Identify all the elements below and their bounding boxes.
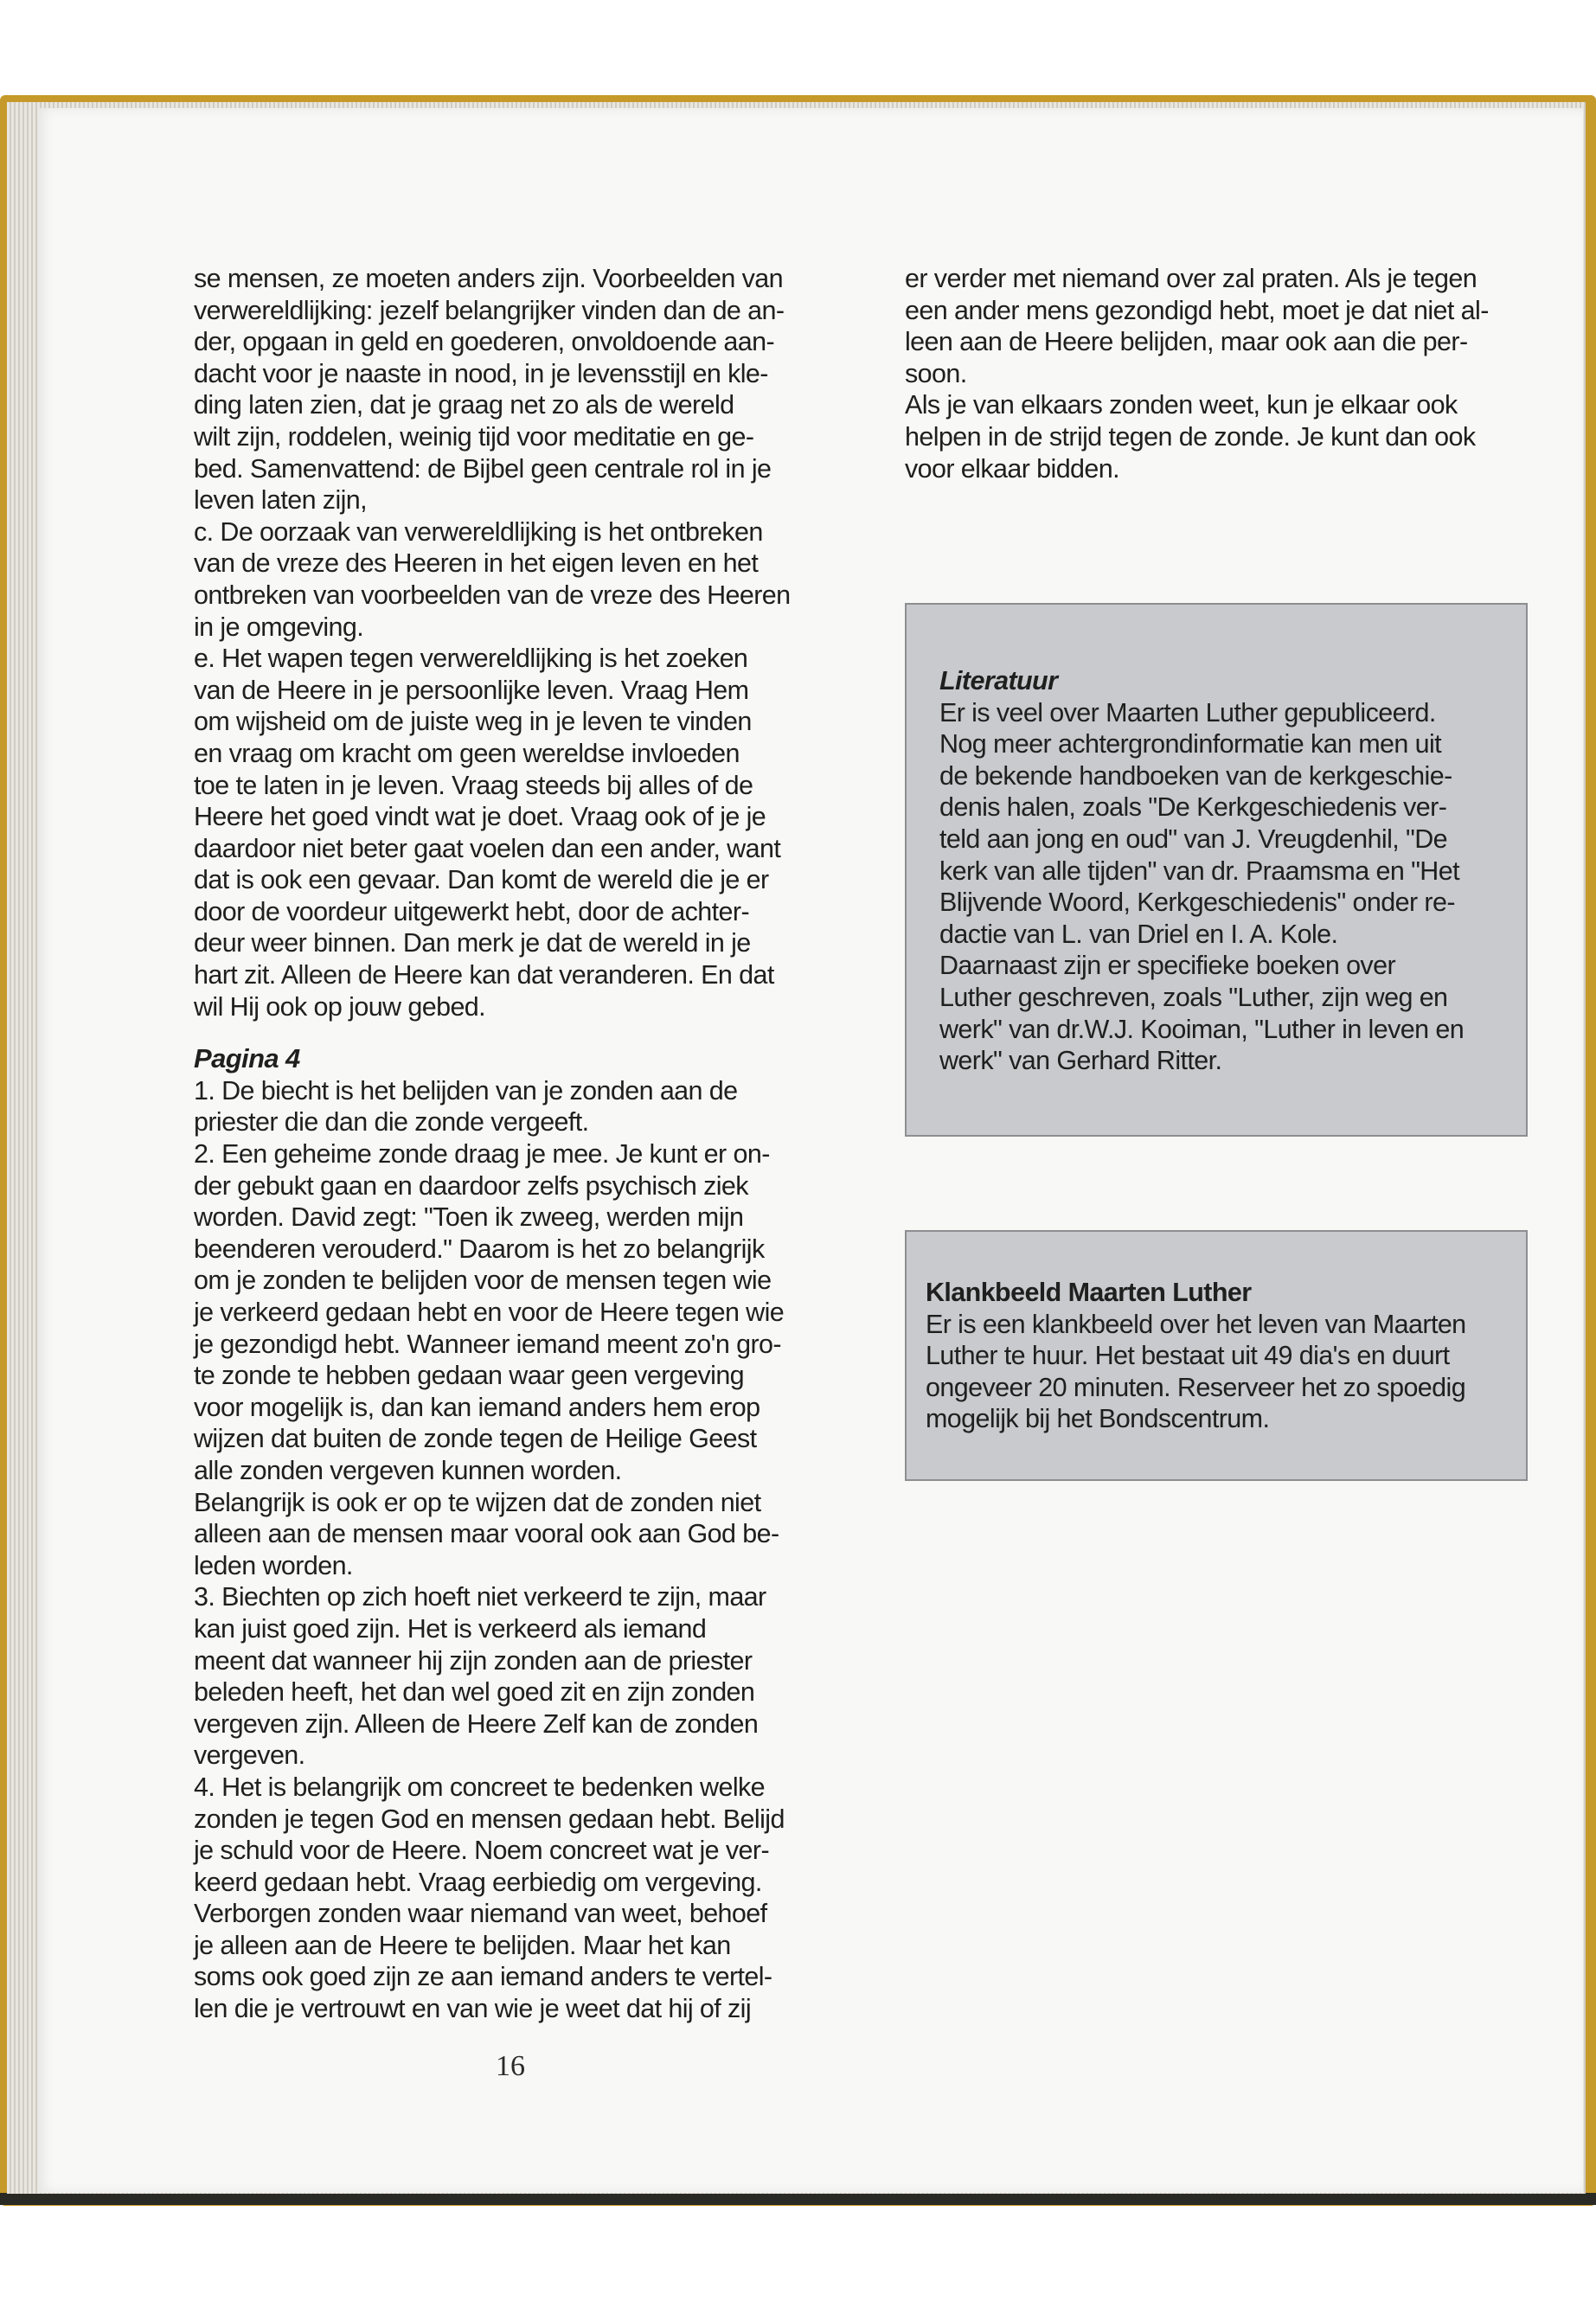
text-line: een ander mens gezondigd hebt, moet je dat niet al-	[905, 295, 1489, 325]
text-line: toe te laten in je leven. Vraag steeds bij alles of de	[194, 770, 753, 800]
text-line: dactie van L. van Driel en I. A. Kole.	[939, 919, 1338, 949]
text-line: ongeveer 20 minuten. Reserveer het zo spoedig	[926, 1372, 1466, 1402]
text-line: der gebukt gaan en daardoor zelfs psychisch ziek	[194, 1170, 748, 1201]
text-line: in je omgeving.	[194, 612, 364, 642]
text-line: Luther te huur. Het bestaat uit 49 dia's en duurt	[926, 1341, 1450, 1371]
text-line: der, opgaan in geld en goederen, onvoldoende aan-	[194, 327, 774, 357]
text-line: Nog meer achtergrondinformatie kan men uit	[939, 729, 1442, 760]
text-line: daardoor niet beter gaat voelen dan een ander, want	[194, 833, 781, 863]
text-line: Als je van elkaars zonden weet, kun je elkaar ook	[905, 390, 1458, 420]
text-line: Heere het goed vindt wat je doet. Vraag ook of je je	[194, 802, 766, 832]
text-line: helpen in de strijd tegen de zonde. Je kunt dan ook	[905, 421, 1476, 452]
text-line: dat is ook een gevaar. Dan komt de wereld die je er	[194, 865, 769, 895]
text-line: meent dat wanneer hij zijn zonden aan de priester	[194, 1645, 753, 1676]
text-line: vergeven.	[194, 1740, 305, 1771]
text-line: deur weer binnen. Dan merk je dat de wereld in je	[194, 928, 751, 958]
text-line: worden. David zegt: "Toen ik zweeg, werden mijn	[194, 1202, 744, 1233]
text-line: voor elkaar bidden.	[905, 453, 1120, 484]
book-spine-shadow	[0, 2193, 1596, 2205]
text-line: door de voordeur uitgewerkt hebt, door de achter-	[194, 896, 750, 926]
text-line: wilt zijn, roddelen, weinig tijd voor meditatie en ge-	[194, 421, 754, 452]
text-line: e. Het wapen tegen verwereldlijking is het zoeken	[194, 644, 748, 674]
text-line: zonden je tegen God en mensen gedaan hebt. Belijd	[194, 1804, 785, 1834]
literatuur-box	[905, 603, 1528, 1137]
text-line: wil Hij ook op jouw gebed.	[194, 991, 486, 1022]
klankbeeld-text	[926, 1309, 1466, 1435]
section-heading: Pagina 4	[194, 1043, 300, 1074]
left-paragraph-block-2	[194, 1075, 869, 2025]
text-line: voor mogelijk is, dan kan iemand anders hem erop	[194, 1392, 760, 1422]
right-column	[905, 263, 1545, 484]
text-line: bed. Samenvattend: de Bijbel geen centrale rol in je	[194, 453, 772, 484]
text-line: priester die dan die zonde vergeeft.	[194, 1107, 589, 1138]
text-line: te zonde te hebben gedaan waar geen vergeving	[194, 1361, 745, 1391]
text-line: leven laten zijn,	[194, 485, 368, 516]
literatuur-title: Literatuur	[939, 666, 1058, 695]
text-line: wijzen dat buiten de zonde tegen de Heilige Geest	[194, 1424, 757, 1454]
literatuur-text	[939, 697, 1464, 1077]
text-line: Daarnaast zijn er specifieke boeken over	[939, 951, 1395, 981]
text-line: verwereldlijking: jezelf belangrijker vinden dan de an-	[194, 295, 785, 325]
text-line: mogelijk bij het Bondscentrum.	[926, 1404, 1270, 1434]
right-paragraph-block	[905, 263, 1545, 484]
text-line: er verder met niemand over zal praten. Als je tegen	[905, 264, 1477, 293]
text-line: keerd gedaan hebt. Vraag eerbiedig om vergeving.	[194, 1867, 762, 1897]
text-line: werk" van dr.W.J. Kooiman, "Luther in leven en	[939, 1014, 1465, 1044]
text-line: leen aan de Heere belijden, maar ook aan die per-	[905, 327, 1468, 357]
text-line: Er is een klankbeeld over het leven van Maarten	[926, 1309, 1466, 1339]
text-line: je verkeerd gedaan hebt en voor de Heere tegen wie	[194, 1298, 785, 1327]
text-line: je schuld voor de Heere. Noem concreet wat je ver-	[194, 1836, 770, 1866]
text-line: teld aan jong en oud" van J. Vreugdenhil, "De	[939, 824, 1448, 854]
page-number: 16	[496, 2050, 525, 2082]
text-line: vergeven zijn. Alleen de Heere Zelf kan de zonden	[194, 1708, 759, 1739]
text-line: Luther geschreven, zoals "Luther, zijn weg en	[939, 982, 1448, 1012]
text-line: de bekende handboeken van de kerkgeschie-	[939, 760, 1452, 791]
text-line: beleden heeft, het dan wel goed zit en zijn zonden	[194, 1677, 755, 1708]
text-line: 2. Een geheime zonde draag je mee. Je kunt er on-	[194, 1139, 770, 1170]
text-line: alleen aan de mensen maar vooral ook aan God be-	[194, 1519, 779, 1549]
text-line: Belangrijk is ook er op te wijzen dat de zonden niet	[194, 1487, 761, 1517]
text-line: ontbreken van voorbeelden van de vreze des Heeren	[194, 580, 791, 610]
left-paragraph-block	[194, 263, 869, 1022]
text-line: Verborgen zonden waar niemand van weet, behoef	[194, 1899, 767, 1929]
text-line: dacht voor je naaste in nood, in je levensstijl en kle-	[194, 358, 768, 388]
text-line: van de vreze des Heeren in het eigen leven en het	[194, 548, 759, 579]
text-line: 1. De biecht is het belijden van je zonden aan de	[194, 1075, 738, 1106]
text-line: je gezondigd hebt. Wanneer iemand meent zo'n gro-	[194, 1329, 781, 1359]
text-line: alle zonden vergeven kunnen worden.	[194, 1455, 622, 1485]
klankbeeld-title: Klankbeeld Maarten Luther	[926, 1278, 1252, 1307]
text-line: ding laten zien, dat je graag net zo als de wereld	[194, 390, 734, 420]
text-line: se mensen, ze moeten anders zijn. Voorbeelden van	[194, 264, 784, 293]
text-line: om je zonden te belijden voor de mensen tegen wie	[194, 1266, 772, 1296]
text-line: leden worden.	[194, 1550, 353, 1580]
text-line: kerk van alle tijden" van dr. Praamsma en "Het	[939, 856, 1459, 886]
text-line: kan juist goed zijn. Het is verkeerd als iemand	[194, 1613, 707, 1644]
text-line: Er is veel over Maarten Luther gepubliceerd.	[939, 697, 1436, 727]
text-line: denis halen, zoals "De Kerkgeschiedenis ver-	[939, 792, 1447, 823]
text-line: Blijvende Woord, Kerkgeschiedenis" onder re-	[939, 888, 1455, 918]
text-line: van de Heere in je persoonlijke leven. Vraag Hem	[194, 675, 749, 705]
text-line: werk" van Gerhard Ritter.	[939, 1046, 1222, 1076]
klankbeeld-box	[905, 1230, 1528, 1481]
text-line: soon.	[905, 358, 967, 388]
text-line: hart zit. Alleen de Heere kan dat veranderen. En dat	[194, 960, 774, 990]
text-line: soms ook goed zijn ze aan iemand anders te vertel-	[194, 1962, 772, 1992]
text-line: 4. Het is belangrijk om concreet te bedenken welke	[194, 1772, 766, 1802]
text-line: je alleen aan de Heere te belijden. Maar het kan	[194, 1930, 731, 1960]
text-line: om wijsheid om de juiste weg in je leven te vinden	[194, 707, 752, 737]
text-line: 3. Biechten op zich hoeft niet verkeerd te zijn, maar	[194, 1582, 766, 1612]
left-column	[194, 263, 869, 2025]
text-line: en vraag om kracht om geen wereldse invloeden	[194, 738, 740, 768]
text-line: beenderen verouderd." Daarom is het zo belangrijk	[194, 1234, 765, 1264]
text-line: len die je vertrouwt en van wie je weet dat hij of zij	[194, 1994, 752, 2024]
text-line: c. De oorzaak van verwereldlijking is het ontbreken	[194, 516, 763, 547]
